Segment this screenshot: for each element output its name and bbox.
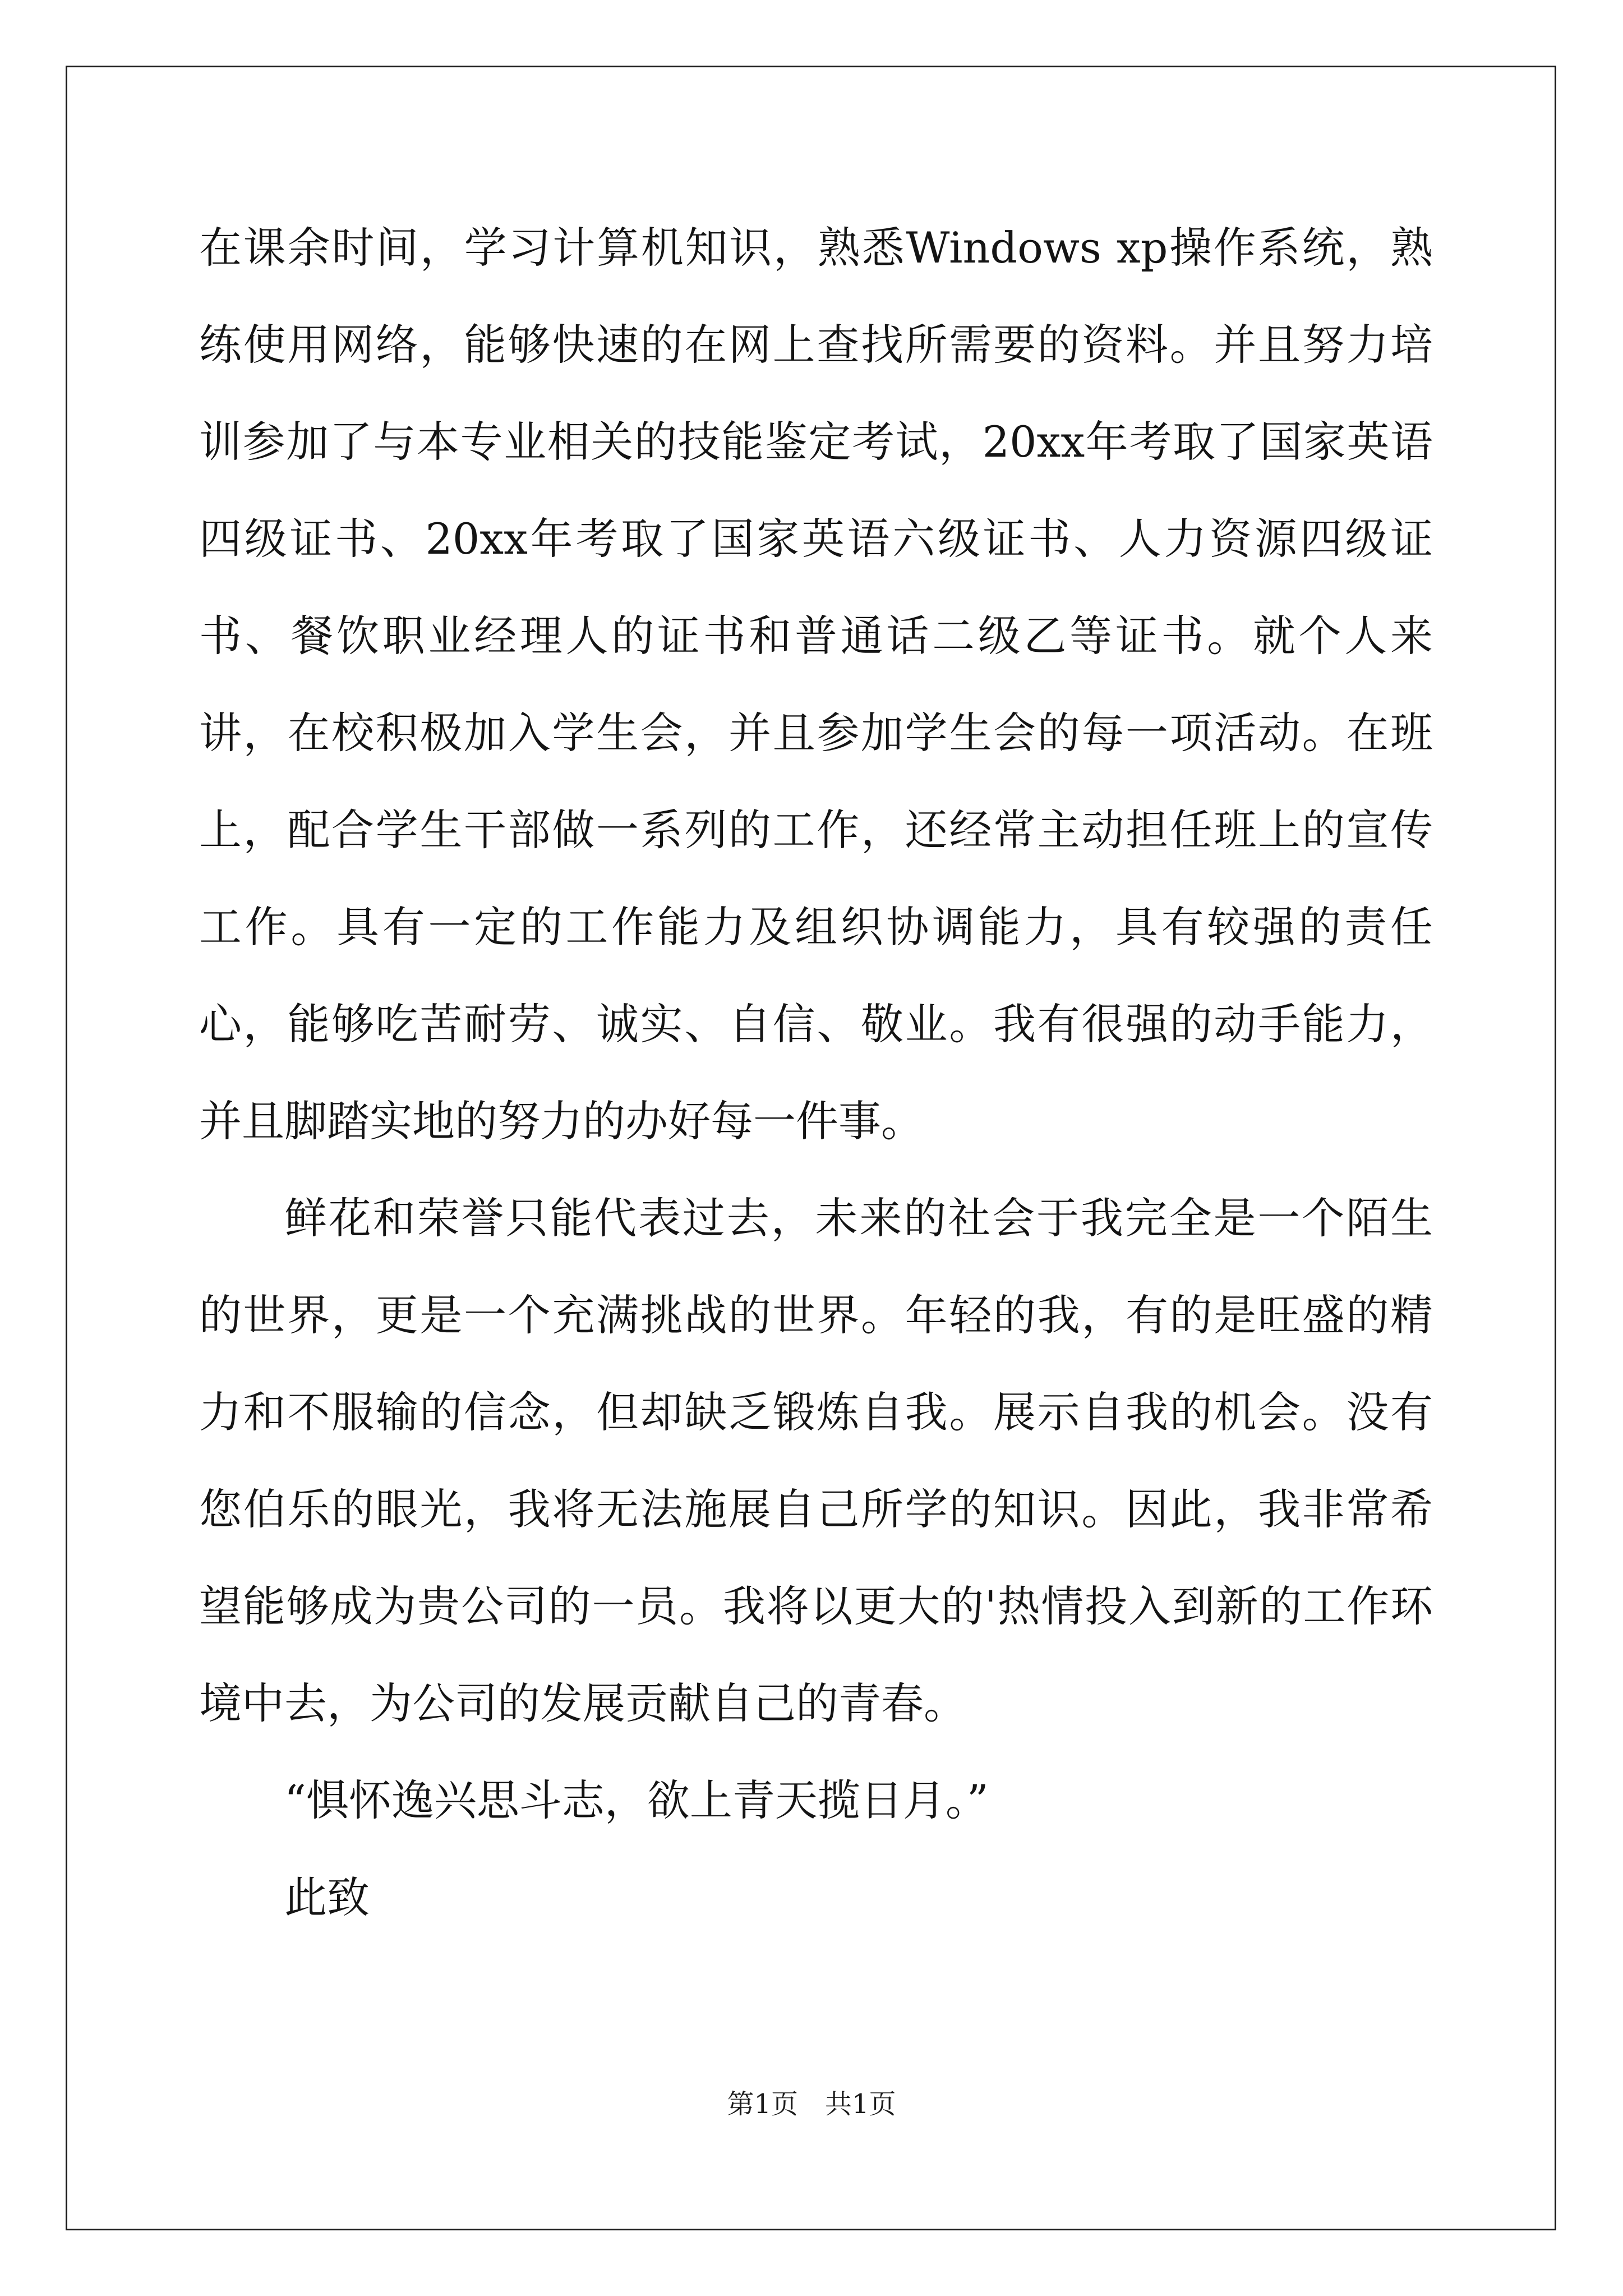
paragraph-aspiration: 鲜花和荣誉只能代表过去，未来的社会于我完全是一个陌生的世界，更是一个充满挑战的世界。年轻的我，有的是旺盛的精力和不服输的信念，但却缺乏锻炼自我。展示自我的机会。没有您伯乐的眼光，我将无法施展自己所学的知识。因此，我非常希望能够成为贵公司的一员。我将以更大的'热情投入到新的工作环境中去，为公司的发展贡献自己的青春。	[199, 1193, 1433, 1728]
page-number-footer: 第1页 共1页	[727, 2088, 896, 2120]
paragraph-skills: 在课余时间，学习计算机知识，熟悉Windows xp操作系统，熟练使用网络，能够快速的在网上查找所需要的资料。并且努力培训参加了与本专业相关的技能鉴定考试，20xx年考取了国家英语四级证书、20xx年考取了国家英语六级证书、人力资源四级证书、餐饮职业经理人的证书和普通话二级乙等证书。就个人来讲，在校积极加入学生会，并且参加学生会的每一项活动。在班上，配合学生干部做一系列的工作，还经常主动担任班上的宣传工作。具有一定的工作能力及组织协调能力，具有较强的责任心，能够吃苦耐劳、诚实、自信、敬业。我有很强的动手能力，并且脚踏实地的努力的办好每一件事。	[199, 223, 1433, 1146]
document-body	[199, 199, 1433, 1946]
paragraph-quote: “惧怀逸兴思斗志，欲上青天揽日月。”	[284, 1775, 989, 1825]
paragraph-closing: 此致	[284, 1872, 370, 1922]
